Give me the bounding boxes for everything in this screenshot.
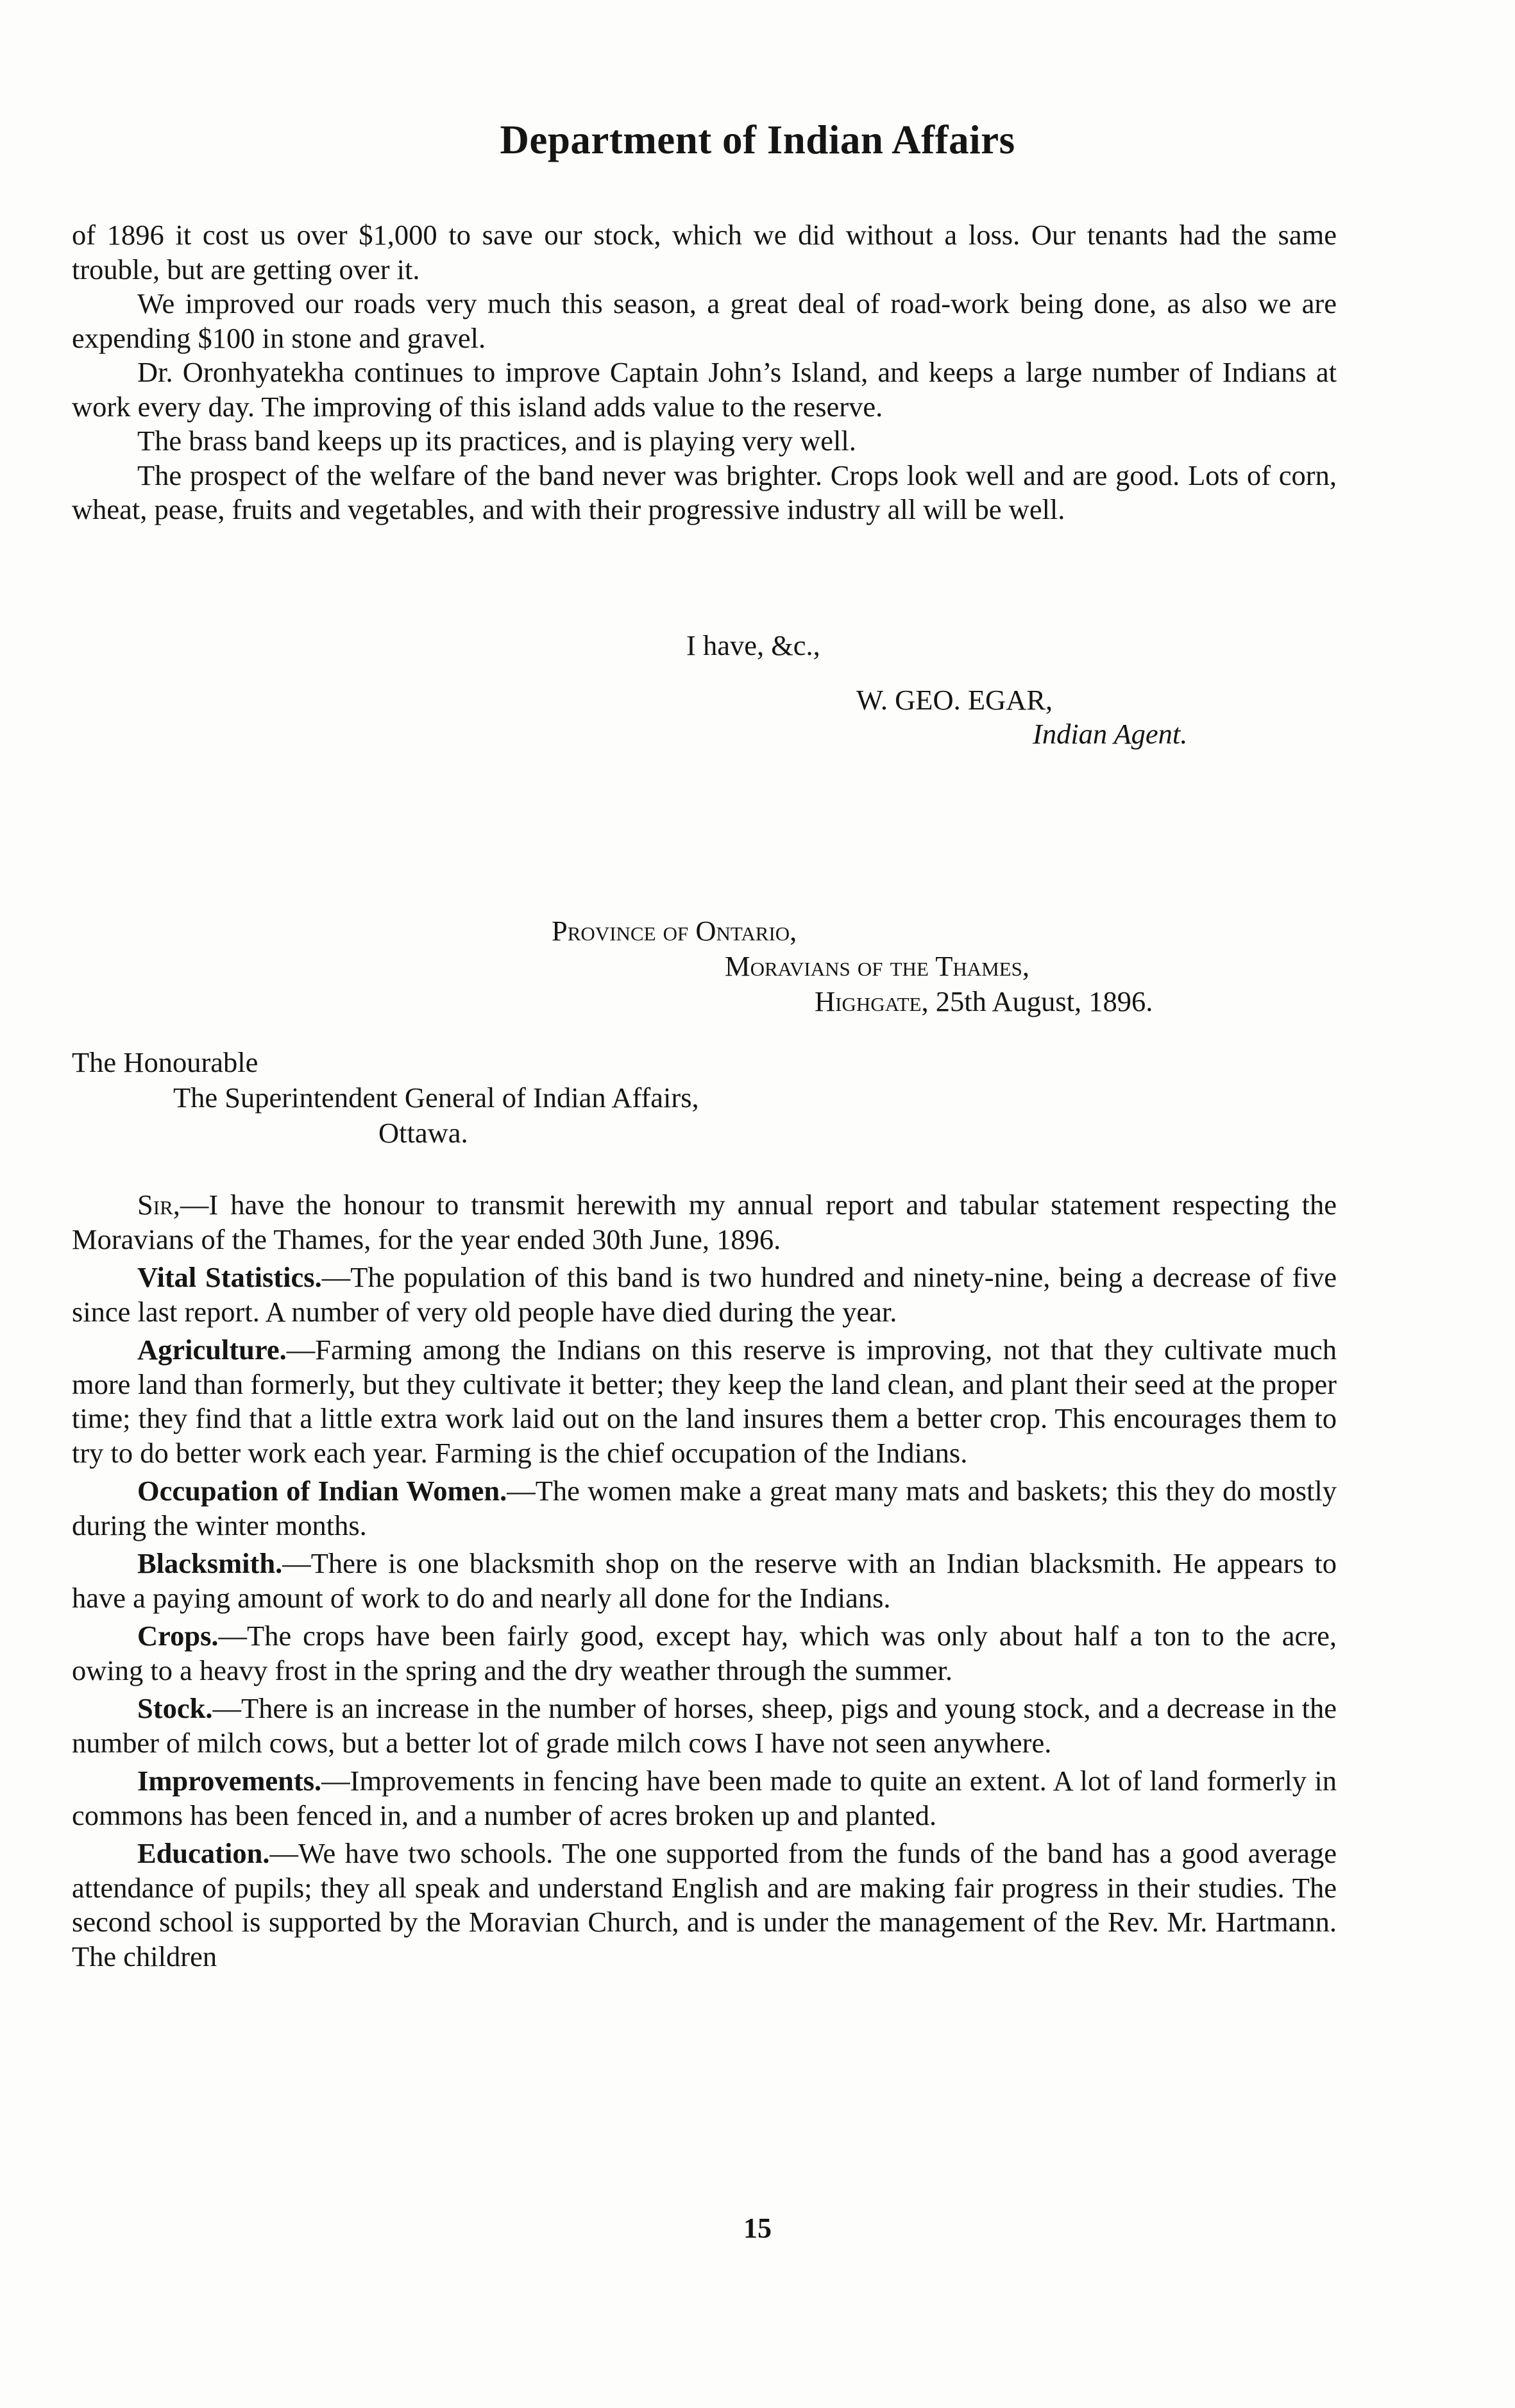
addressee-line1: The Honourable	[72, 1046, 258, 1078]
section-blacksmith	[72, 1547, 1337, 1615]
page-number: 15	[743, 2212, 772, 2244]
section-heading: Stock.	[137, 1692, 213, 1724]
section-improvements	[72, 1764, 1337, 1833]
intro-paragraph	[72, 1188, 1337, 1257]
section-occupation-women	[72, 1474, 1337, 1543]
section-agriculture	[72, 1333, 1337, 1470]
signature: W. GEO. EGAR,	[856, 684, 1053, 716]
paragraph: The prospect of the welfare of the band never was brighter. Crops look well and are good. Lots of corn, wheat, pease, fruits and vegetables, and with their progressive industry all will be well.	[72, 459, 1337, 525]
dateline-province: Province of Ontario,	[552, 915, 797, 947]
section-text: —We have two schools. The one supported from the funds of the band has a good average attendance of pupils; they all speak and understand English and are making fair progress in their studies. The second school is supported by the Moravian Church, and is under the management of the Rev. Mr. Hartmann. The children	[72, 1837, 1337, 1972]
section-text: —There is an increase in the number of horses, sheep, pigs and young stock, and a decrease in the number of milch cows, but a better lot of grade milch cows I have not seen anywhere.	[72, 1692, 1337, 1759]
section-text: —Improvements in fencing have been made to quite an extent. A lot of land formerly in commons has been fenced in, and a number of acres broken up and planted.	[72, 1765, 1337, 1831]
section-education	[72, 1836, 1337, 1974]
addressee-line2: The Superintendent General of Indian Affairs,	[173, 1081, 699, 1114]
section-vital-statistics	[72, 1260, 1337, 1329]
section-heading: Improvements.	[137, 1765, 322, 1797]
closing: I have, &c.,	[686, 629, 820, 661]
paragraph: of 1896 it cost us over $1,000 to save our stock, which we did without a loss. Our tenants had the same trouble, but are getting over it.	[72, 219, 1337, 285]
section-crops	[72, 1619, 1337, 1688]
section-heading: Education.	[137, 1837, 270, 1869]
section-heading: Blacksmith.	[137, 1547, 283, 1579]
intro-text: —I have the honour to transmit herewith my annual report and tabular statement respecting the Moravians of the Thames, for the year ended 30th June, 1896.	[72, 1189, 1337, 1255]
paragraph: We improved our roads very much this season, a great deal of road-work being done, as also we are expending $100 in stone and gravel.	[72, 287, 1337, 354]
section-text: —The crops have been fairly good, except hay, which was only about half a ton to the acre, owing to a heavy frost in the spring and the dry weather through the summer.	[72, 1620, 1337, 1686]
dateline-place: Highgate,	[815, 985, 929, 1017]
dateline-band: Moravians of the Thames,	[725, 950, 1030, 982]
section-text: —There is one blacksmith shop on the reserve with an Indian blacksmith. He appears to have a paying amount of work to do and nearly all done for the Indians.	[72, 1547, 1337, 1614]
section-heading: Occupation of Indian Women.	[137, 1475, 507, 1507]
letter2-body	[72, 1188, 1337, 1974]
section-text: —Farming among the Indians on this reserve is improving, not that they cultivate much more land than formerly, but they cultivate it better; they keep the land clean, and plant their seed at the proper time; they find that a little extra work laid out on the land insures them a better crop. This encourages them to try to do better work each year. Farming is the chief occupation of the Indians.	[72, 1334, 1337, 1469]
dateline-place-date	[815, 985, 1153, 1019]
page-header: Department of Indian Affairs	[500, 117, 1015, 162]
addressee-line3: Ottawa.	[378, 1117, 468, 1149]
section-heading: Vital Statistics.	[137, 1261, 322, 1293]
signatory-title: Indian Agent.	[1033, 718, 1188, 750]
letter1-body	[72, 218, 1337, 527]
section-text: —The population of this band is two hundred and ninety-nine, being a decrease of five since last report. A number of very old people have died during the year.	[72, 1261, 1337, 1328]
section-stock	[72, 1692, 1337, 1760]
paragraph: Dr. Oronhyatekha continues to improve Captain John’s Island, and keeps a large number of Indians at work every day. The improving of this island adds value to the reserve.	[72, 356, 1337, 423]
section-text: —The women make a great many mats and baskets; this they do mostly during the winter months.	[72, 1475, 1337, 1541]
section-heading: Agriculture.	[137, 1334, 287, 1366]
salutation: Sir,	[137, 1189, 180, 1221]
dateline-date: 25th August, 1896.	[935, 985, 1153, 1017]
section-heading: Crops.	[137, 1620, 219, 1652]
paragraph: The brass band keeps up its practices, and is playing very well.	[137, 425, 856, 457]
